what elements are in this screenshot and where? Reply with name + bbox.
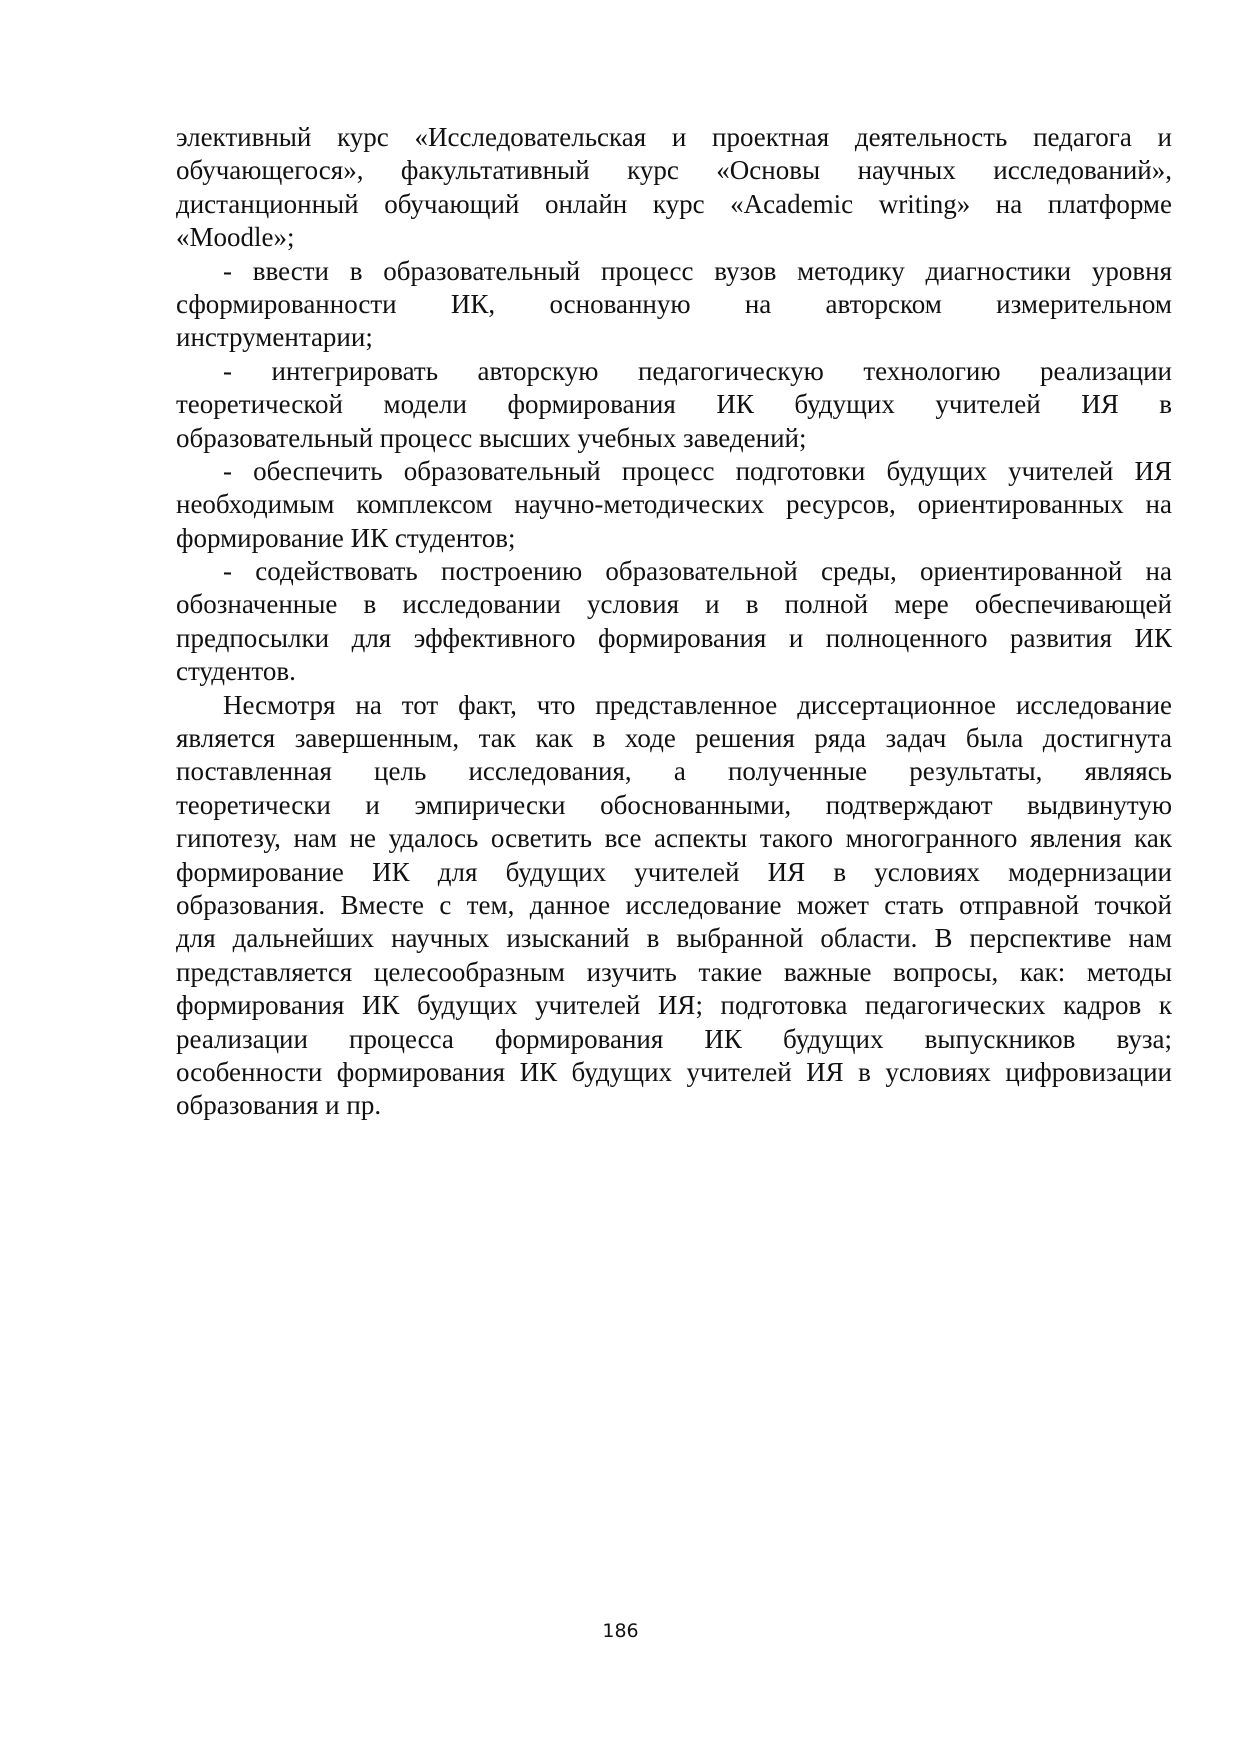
- text-line: формирование ИК для будущих учителей ИЯ в условиях модернизации: [176, 856, 1172, 887]
- paragraph-first-line: Несмотря на тот факт, что представленное диссертационное исследование: [223, 689, 1172, 720]
- body-text: [176, 121, 1172, 1123]
- text-line: сформированности ИК, основанную на авторском измерительном: [176, 288, 1172, 319]
- text-line: представляется целесообразным изучить такие важные вопросы, как: методы: [176, 956, 1172, 987]
- text-line: реализации процесса формирования ИК будущих выпускников вуза;: [176, 1023, 1172, 1054]
- text-line: поставленная цель исследования, а полученные результаты, являясь: [176, 756, 1172, 787]
- list-item-line: - интегрировать авторскую педагогическую технологию реализации: [223, 355, 1172, 386]
- text-line: формирование ИК студентов;: [176, 522, 516, 553]
- text-line: формирования ИК будущих учителей ИЯ; подготовка педагогических кадров к: [176, 990, 1172, 1021]
- text-line: гипотезу, нам не удалось осветить все аспекты такого многогранного явления как: [176, 823, 1172, 854]
- text-line: теоретической модели формирования ИК будущих учителей ИЯ в: [176, 389, 1172, 420]
- text-line: для дальнейших научных изысканий в выбранной области. В перспективе нам: [176, 923, 1172, 954]
- text-line: элективный курс «Исследовательская и проектная деятельность педагога и: [176, 122, 1172, 152]
- list-item-line: - содействовать построению образовательной среды, ориентированной на: [223, 556, 1172, 587]
- page-number: 186: [602, 1620, 639, 1642]
- text-line: является завершенным, так как в ходе решения ряда задач была достигнута: [176, 723, 1172, 754]
- text-line: образования и пр.: [176, 1090, 382, 1121]
- list-item-line: - обеспечить образовательный процесс подготовки будущих учителей ИЯ: [223, 455, 1172, 486]
- text-line: обозначенные в исследовании условия и в полной мере обеспечивающей: [176, 589, 1172, 620]
- text-line: студентов.: [176, 656, 296, 687]
- text-line: образования. Вместе с тем, данное исследование может стать отправной точкой: [176, 889, 1172, 920]
- text-line: особенности формирования ИК будущих учителей ИЯ в условиях цифровизации: [176, 1056, 1172, 1087]
- text-line: образовательный процесс высших учебных заведений;: [176, 422, 807, 453]
- text-line: «Moodle»;: [176, 222, 295, 253]
- text-line: теоретически и эмпирически обоснованными, подтверждают выдвинутую: [176, 789, 1172, 820]
- text-line: необходимым комплексом научно-методических ресурсов, ориентированных на: [176, 489, 1172, 520]
- text-line: инструментарии;: [176, 322, 373, 353]
- list-item-line: - ввести в образовательный процесс вузов методику диагностики уровня: [223, 255, 1172, 286]
- text-line: обучающегося», факультативный курс «Основы научных исследований»,: [176, 155, 1172, 186]
- text-line: дистанционный обучающий онлайн курс «Academic writing» на платформе: [176, 188, 1172, 219]
- text-line: предпосылки для эффективного формирования и полноценного развития ИК: [176, 622, 1172, 653]
